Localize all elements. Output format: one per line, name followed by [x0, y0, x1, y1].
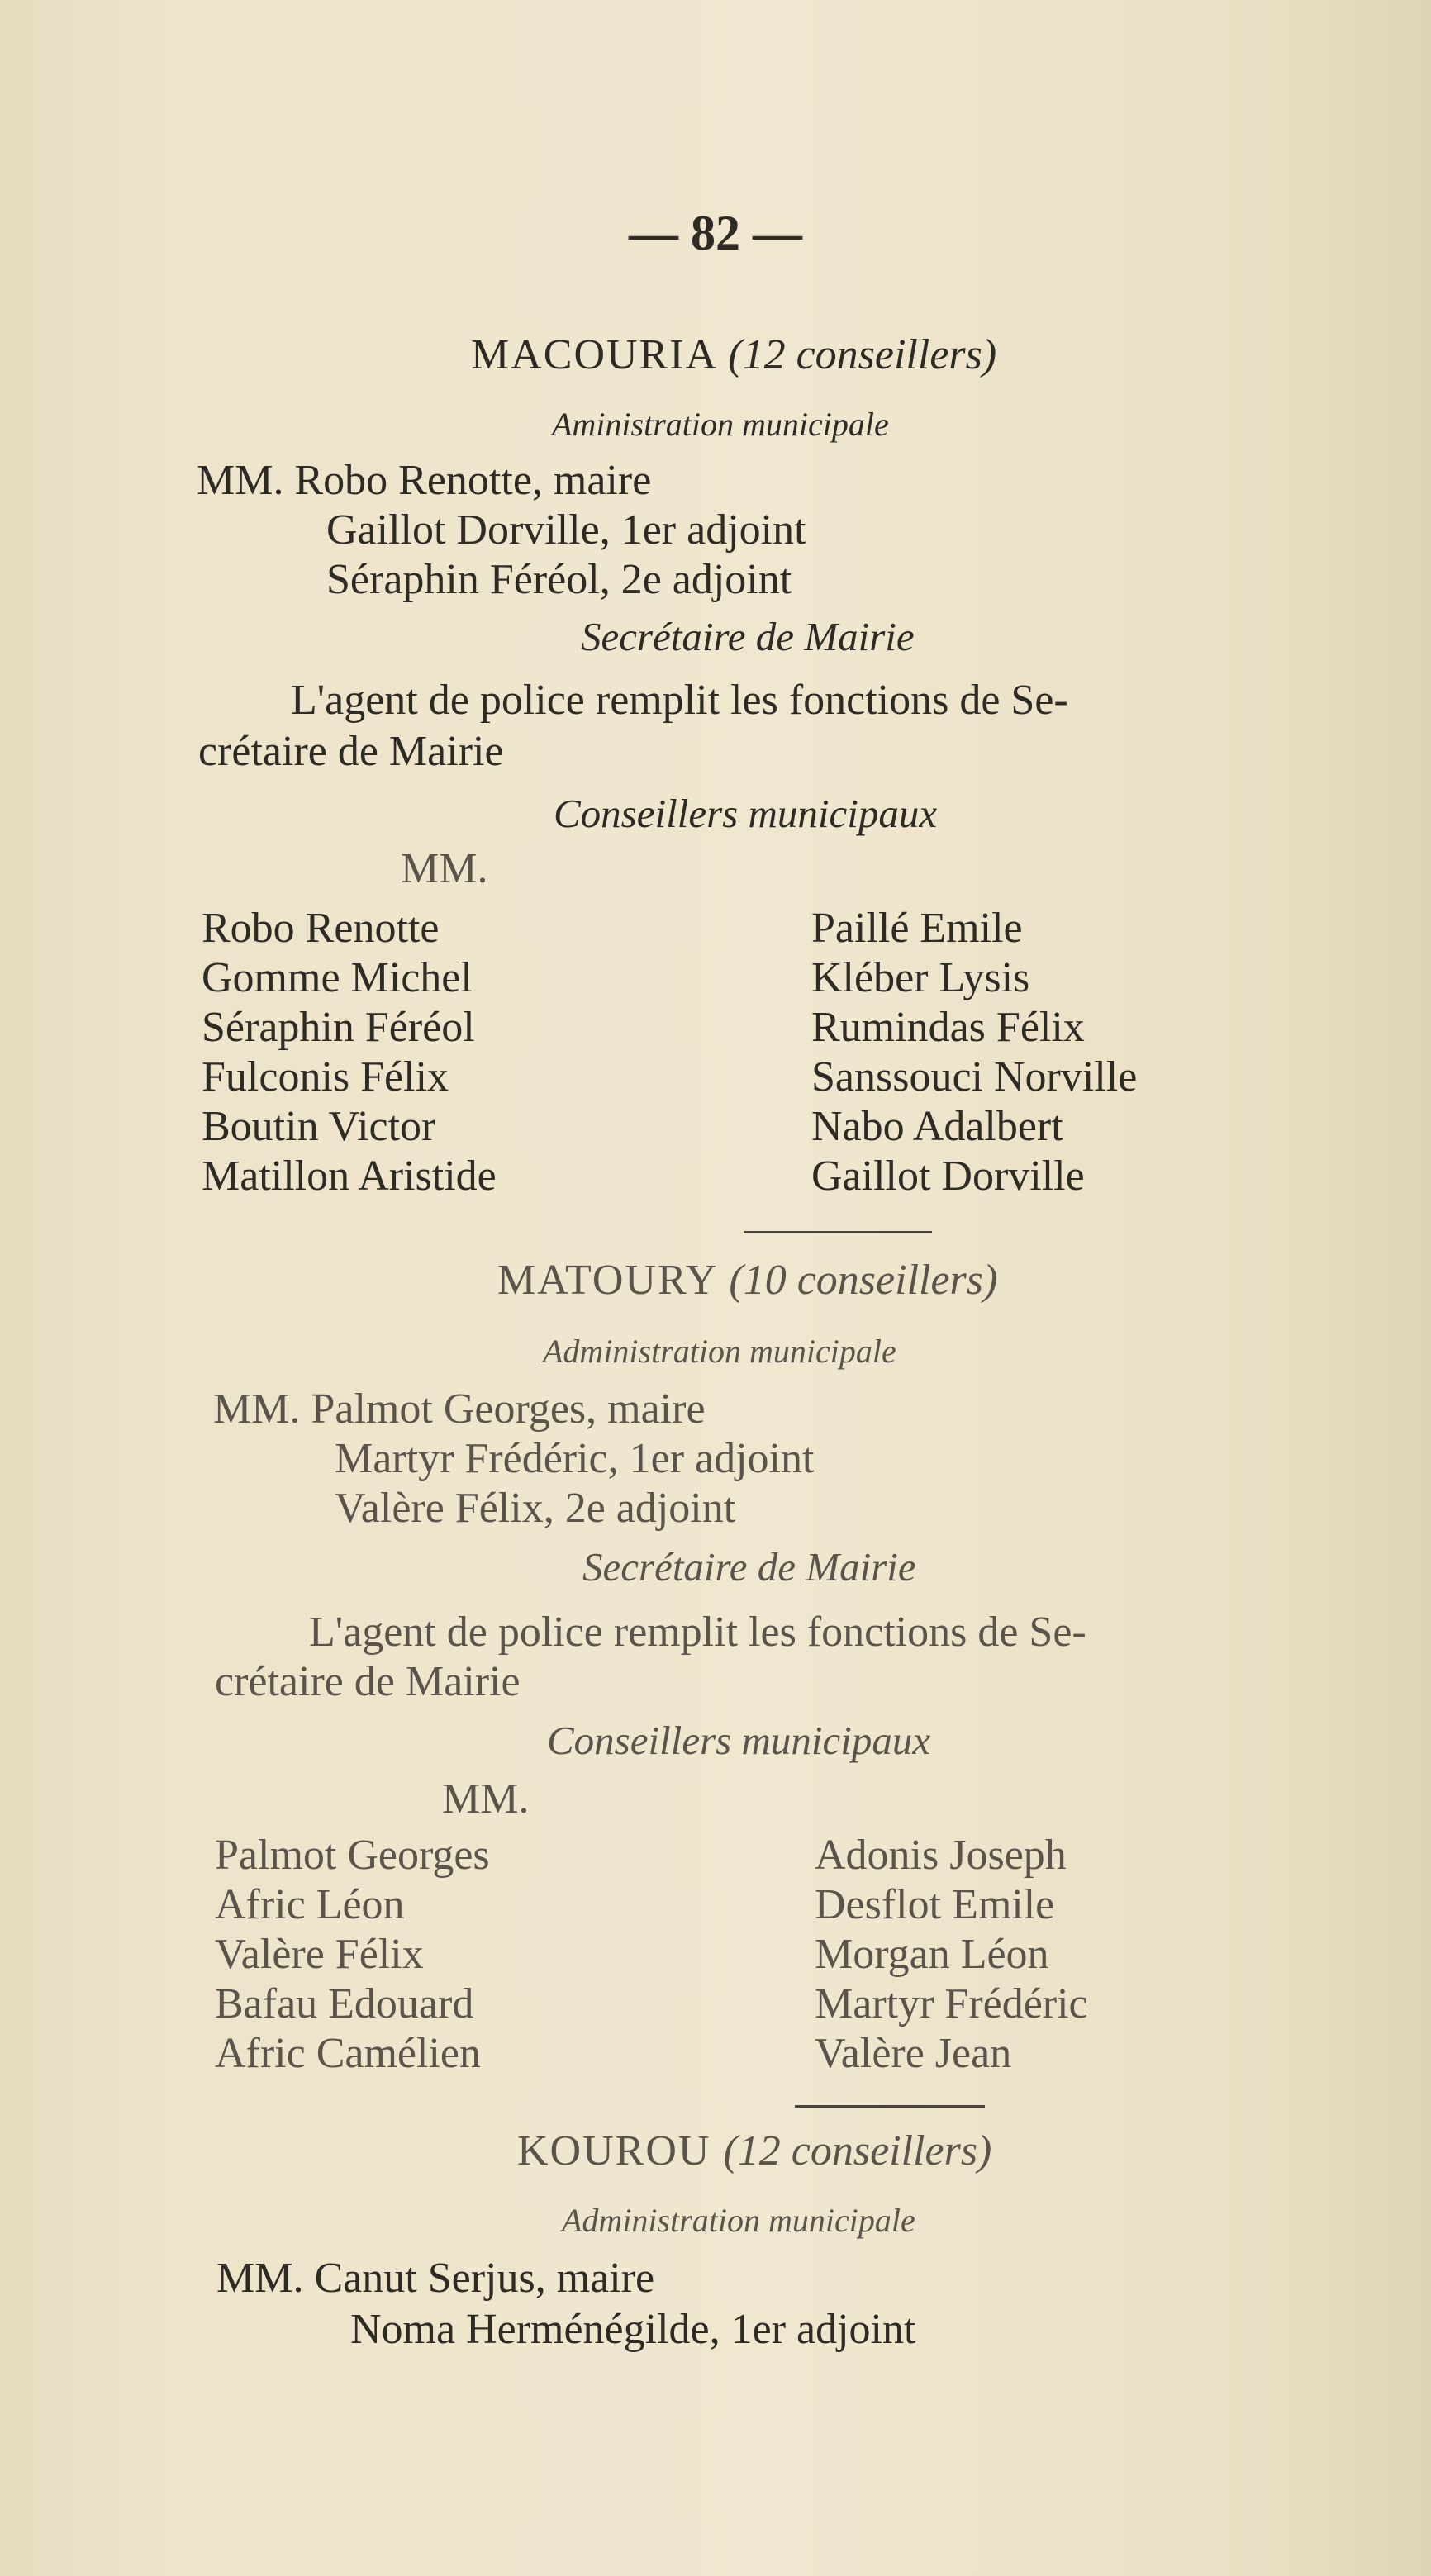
official-line — [213, 1385, 706, 1433]
secretary-heading: Secrétaire de Mairie — [581, 614, 915, 659]
councillor-name: Sanssouci Norville — [811, 1053, 1138, 1100]
councillor-name: Adonis Joseph — [815, 1832, 1067, 1879]
councillor-name: Paillé Emile — [811, 905, 1023, 952]
official-line: Noma Herménégilde, 1er adjoint — [350, 2306, 916, 2353]
councillor-name: Afric Léon — [215, 1881, 405, 1928]
mm-prefix: MM. — [197, 457, 284, 504]
secretary-heading: Secrétaire de Mairie — [582, 1544, 916, 1590]
official-line — [216, 2254, 654, 2303]
secretary-text: crétaire de Mairie — [215, 1658, 521, 1705]
section-divider — [744, 1231, 932, 1233]
councillor-name: Desflot Emile — [815, 1881, 1055, 1928]
mm-prefix: MM. — [216, 2255, 304, 2302]
councillor-name: Séraphin Féréol — [202, 1004, 475, 1051]
councillor-name: Gomme Michel — [202, 954, 473, 1001]
councillor-name: Rumindas Félix — [811, 1004, 1085, 1051]
official-line: Valère Félix, 2e adjoint — [335, 1485, 736, 1532]
councillor-name: Nabo Adalbert — [811, 1103, 1063, 1150]
councillor-name: Kléber Lysis — [811, 954, 1030, 1001]
councillors-heading: Conseillers municipaux — [547, 1718, 931, 1763]
commune-name: MACOURIA — [471, 331, 716, 378]
councillor-name: Matillon Aristide — [202, 1153, 497, 1200]
councillor-name: Valère Félix — [215, 1931, 424, 1978]
council-count: (10 conseillers) — [729, 1257, 998, 1304]
official-line: Martyr Frédéric, 1er adjoint — [335, 1435, 815, 1482]
council-count: (12 conseillers) — [728, 331, 997, 378]
councillor-name: Martyr Frédéric — [815, 1980, 1088, 2027]
councillor-name: Boutin Victor — [202, 1103, 436, 1150]
secretary-text: L'agent de police remplit les fonctions de Se- — [291, 677, 1068, 724]
official-text: Canut Serjus, maire — [314, 2255, 655, 2302]
admin-heading: Aministration municipale — [552, 406, 889, 443]
mm-label: MM. — [401, 845, 488, 892]
official-text: Palmot Georges, maire — [311, 1385, 706, 1433]
admin-heading: Administration municipale — [562, 2202, 915, 2239]
commune-heading-kourou — [517, 2127, 991, 2175]
councillor-name: Robo Renotte — [202, 905, 440, 952]
admin-heading: Administration municipale — [543, 1333, 896, 1370]
councillor-name: Valère Jean — [815, 2030, 1012, 2077]
section-divider — [795, 2105, 985, 2108]
councillor-name: Bafau Edouard — [215, 1980, 474, 2027]
mm-prefix: MM. — [213, 1385, 301, 1433]
councillor-name: Palmot Georges — [215, 1832, 490, 1879]
official-text: Robo Renotte, maire — [294, 457, 652, 504]
commune-name: MATOURY — [497, 1257, 717, 1304]
councillor-name: Fulconis Félix — [202, 1053, 449, 1100]
secretary-text: crétaire de Mairie — [198, 728, 504, 775]
official-line — [197, 456, 651, 505]
official-line: Séraphin Féréol, 2e adjoint — [326, 556, 792, 603]
council-count: (12 conseillers) — [723, 2127, 992, 2174]
page-number: — 82 — — [629, 206, 802, 260]
councillors-heading: Conseillers municipaux — [554, 791, 938, 836]
commune-name: KOUROU — [517, 2127, 711, 2174]
secretary-text: L'agent de police remplit les fonctions de Se- — [309, 1609, 1086, 1656]
commune-heading-matoury — [497, 1256, 997, 1305]
councillor-name: Afric Camélien — [215, 2030, 481, 2077]
mm-label: MM. — [442, 1775, 530, 1823]
commune-heading-macouria — [471, 330, 996, 379]
official-line: Gaillot Dorville, 1er adjoint — [326, 506, 806, 554]
councillor-name: Gaillot Dorville — [811, 1153, 1085, 1200]
councillor-name: Morgan Léon — [815, 1931, 1049, 1978]
